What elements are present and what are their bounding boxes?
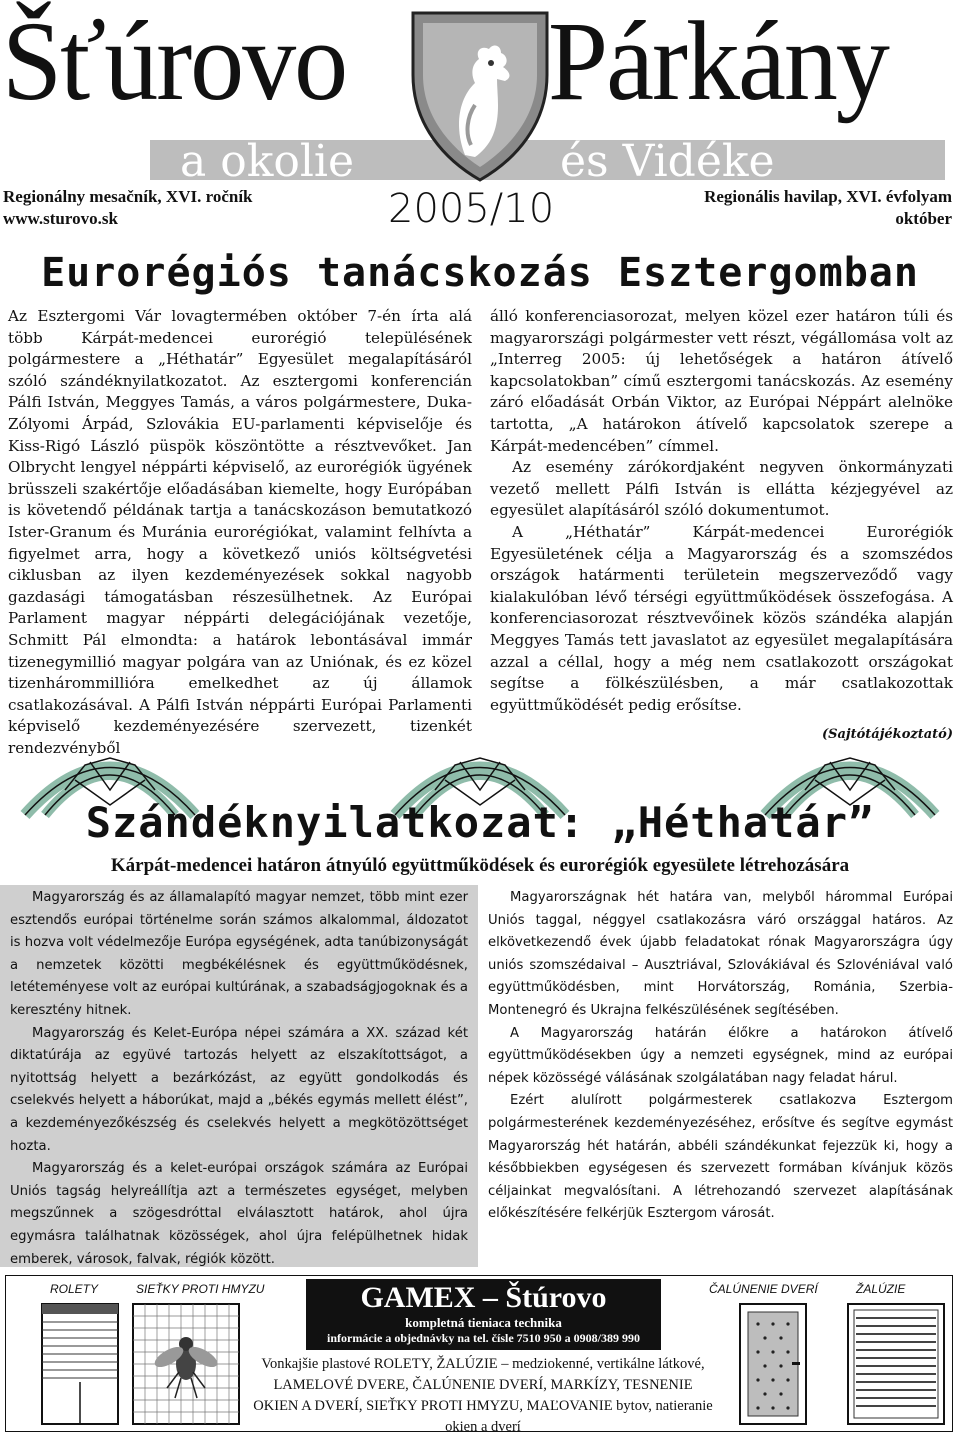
upholstered-door-icon — [738, 1302, 808, 1426]
article1-column-left — [8, 306, 472, 759]
masthead-subtitle-right: és Vidéke — [560, 136, 775, 187]
declaration-paragraph: A Magyarország határán élőkre a határokon átívelő együttműködésekben úgy a nemzeti egységnek, mind az európai népek közösségé válásának szolgálatában nagy feladat hárul. — [488, 1025, 953, 1086]
article1-source: (Sajtótájékoztató) — [821, 727, 953, 743]
declaration-paragraph: Magyarország és Kelet-Európa népei számára a XX. század két diktatúrája az együvé tartozás helyett az elszakítottságot, a nyitottság helyett a bezárkózást, az együtt gondolkodás és cselekvés helyett a háborúkat, majd a „békés egymás mellett élést”, a kezdeményezőkészség és cselekvés helyett a megkötözöttséget hozta. — [10, 1025, 468, 1154]
issue-number: 2005/10 — [388, 186, 555, 232]
masthead-website[interactable]: www.sturovo.sk — [3, 209, 118, 228]
ad-brand: GAMEX – Štúrovo — [360, 1281, 607, 1314]
article1-paragraph: Az esemény zárókordjaként negyven önkormányzati vezető mellett Pálfi István is ellátta kézjegyével az egyesület alapításáról szóló dokumentumot. — [490, 458, 953, 520]
declaration-paragraph: Magyarország és a kelet-európai országok számára az Európai Uniós tagság helyreállítja azt a természetes egységet, melyben megszűnnek a szögesdróttal elválasztott határok, ahol újra egymásra találhatnak közösségek, ahol újra felépülhetnek hidak emberek, városok, falvak, régiók között. — [10, 1161, 468, 1267]
insect-screen-icon — [131, 1302, 241, 1426]
article2-headline: Szándéknyilatkozat: „Héthatár” — [85, 798, 875, 847]
article1-paragraph: A „Héthatár” Kárpát-medencei Eurorégiók Egyesületének célja a Magyarország és a szomszédos országok határmenti területein megszerveződő vagy kialakulóban lévő térségi együttműködések összefogása. A konferenciasorozat résztvevőinek közös szándéka alapján Meggyes Tamás tett javaslatot az egyesület megalapítására azzal a céllal, hogy a még nem csatlakozott országokat segítse a fölkészülésben, a már csatlakozottak együttműködését pedig erősítse. — [490, 522, 953, 714]
ad-tagline: kompletná tieniaca technika — [405, 1315, 562, 1330]
ad-brand-box — [306, 1279, 661, 1350]
declaration-paragraph: Ezért alulírott polgármesterek csatlakozva Esztergom polgármesterének kezdeményezéséhez, erősítve és segítve egymást Magyarország hét határán, abbéli szándékunkat fejezzük ki, hogy a későbbiekben egységesen és szervezett formában kívánjuk közös céljainkat megvalósítani. A létrehozandó szervezet alapításának előkészítésére felkérjük Esztergom városát. — [488, 1093, 953, 1222]
declaration-paragraph: Magyarország és az államalapító magyar nemzet, több mint ezer esztendős európai történelme során számos alkalommal, áldozatot is hozva volt védelmezője Európa egységének, adta tanúbizonyságát a nemzetek közötti megbékélésnek és együttműködésnek, letéteményese volt az európai kultúrának, a szabadságjogoknak és a keresztény hitnek. — [10, 890, 468, 1018]
ad-contact: informácie a objednávky na tel. čísle 7510 950 a 0908/389 990 — [327, 1331, 640, 1345]
declaration-paragraph: Magyarországnak hét határa van, melyből hárommal Európai Uniós taggal, néggyel csatlakozásra váró országgal határos. Az elkövetkezendő évek újabb feladatokat rónak Magyarországra úgy uniós szomszédaival – Ausztriával, Szlovákiával és Szlovéniával való együttműködésben, mint Horvátország, Románia, Szerbia-Montenegró és Ukrajna felkészülésének segítésében. — [488, 890, 953, 1018]
declaration-column-left — [0, 885, 478, 1267]
masthead-left-line1: Regionálny mesačník, XVI. ročník — [3, 187, 253, 206]
article1-paragraph: álló konferenciasorozat, melyen közel ezer határon túli és magyarországi polgármester vett részt, végállomása volt az „Interreg 2005: új lehetőségek a határon átívelő kapcsolatokban” című esztergomi tanácskozás. Az esemény záró előadását Orbán Viktor, az Európai Néppárt alelnöke tartotta, „A határokon átívelő kapcsolatok szerepe a Kárpát-medencében” címmel. — [490, 307, 953, 455]
masthead-month: október — [895, 209, 952, 228]
ad-label-blinds: ŽALÚZIE — [856, 1282, 906, 1296]
ad-label-rolety: ROLETY — [50, 1282, 99, 1296]
declaration-column-right — [488, 887, 953, 1226]
window-blinds-icon — [846, 1302, 946, 1426]
article1-paragraph: Az Esztergomi Vár lovagtermében október 7-én írta alá több Kárpát-medencei eurorégió településének polgármestere a „Héthatár” Egyesület megalapításáról szóló szándéknyilatkozatot. Az esztergomi konferencián Pálfi István, Meggyes Tamás, a város polgármestere, Duka-Zólyomi Árpád, Szlovákia EU-parlamenti képviselője és Kiss-Rigó László püspök köszöntötte a résztvevőket. Jan Olbrycht lengyel néppárti képviselő, az eurorégiók ügyének brüsszeli szakértője előadásában kiemelte, hogy Európában is követendő példának tartja a tanácskozáson bemutatkozó Ister-Granum és Muránia eurorégiókat, valamint felhívta a figyelmet arra, hogy a következő uniós költségvetési ciklusban az ilyen kezdeményezések sokkal nagyobb gazdasági támogatásban részesülhetnek. Az Európai Parlament magyar néppárti delegációjának vezetője, Schmitt Pál elmondta: a határok lebontásával immár tizenegymillió magyar polgára van az Uniónak, és ez közel tizenhárommillióra emelkedhet az új államok csatlakozásával. A Pálfi István néppárti Európai Parlamenti képviselő kezdeményezésére szervezett, tizenkét rendezvényből — [8, 307, 472, 757]
rooster-crest-icon — [405, 5, 555, 185]
ad-label-insect-screens: SIEŤKY PROTI HMYZU — [136, 1282, 265, 1296]
gamex-advertisement — [5, 1275, 953, 1435]
ad-label-door-upholstery: ČALÚNENIE DVERÍ — [709, 1282, 818, 1296]
masthead-title-right: Párkány — [548, 0, 888, 124]
masthead-right-line1: Regionális havilap, XVI. évfolyam — [704, 187, 952, 206]
roller-shutter-icon — [40, 1302, 120, 1426]
article2-subhead: Kárpát-medencei határon átnyúló együttműködések és eurorégiók egyesülete létrehozására — [110, 855, 850, 876]
ad-services-text: Vonkajšie plastové ROLETY, ŽALÚZIE – medziokenné, vertikálne látkové, LAMELOVÉ DVERE, ČALÚNENIE DVERÍ, MARKÍZY, TESNENIE OKIEN A DVERÍ, SIEŤKY PROTI HMYZU, MAĽOVANIE bytov, natieranie okien a dverí — [253, 1356, 713, 1435]
masthead-subtitle-left: a okolie — [180, 136, 355, 187]
masthead-title-left: Šťúrovo — [2, 0, 347, 124]
article1-column-right — [490, 306, 953, 746]
article1-headline: Eurorégiós tanácskozás Esztergomban — [41, 250, 919, 296]
